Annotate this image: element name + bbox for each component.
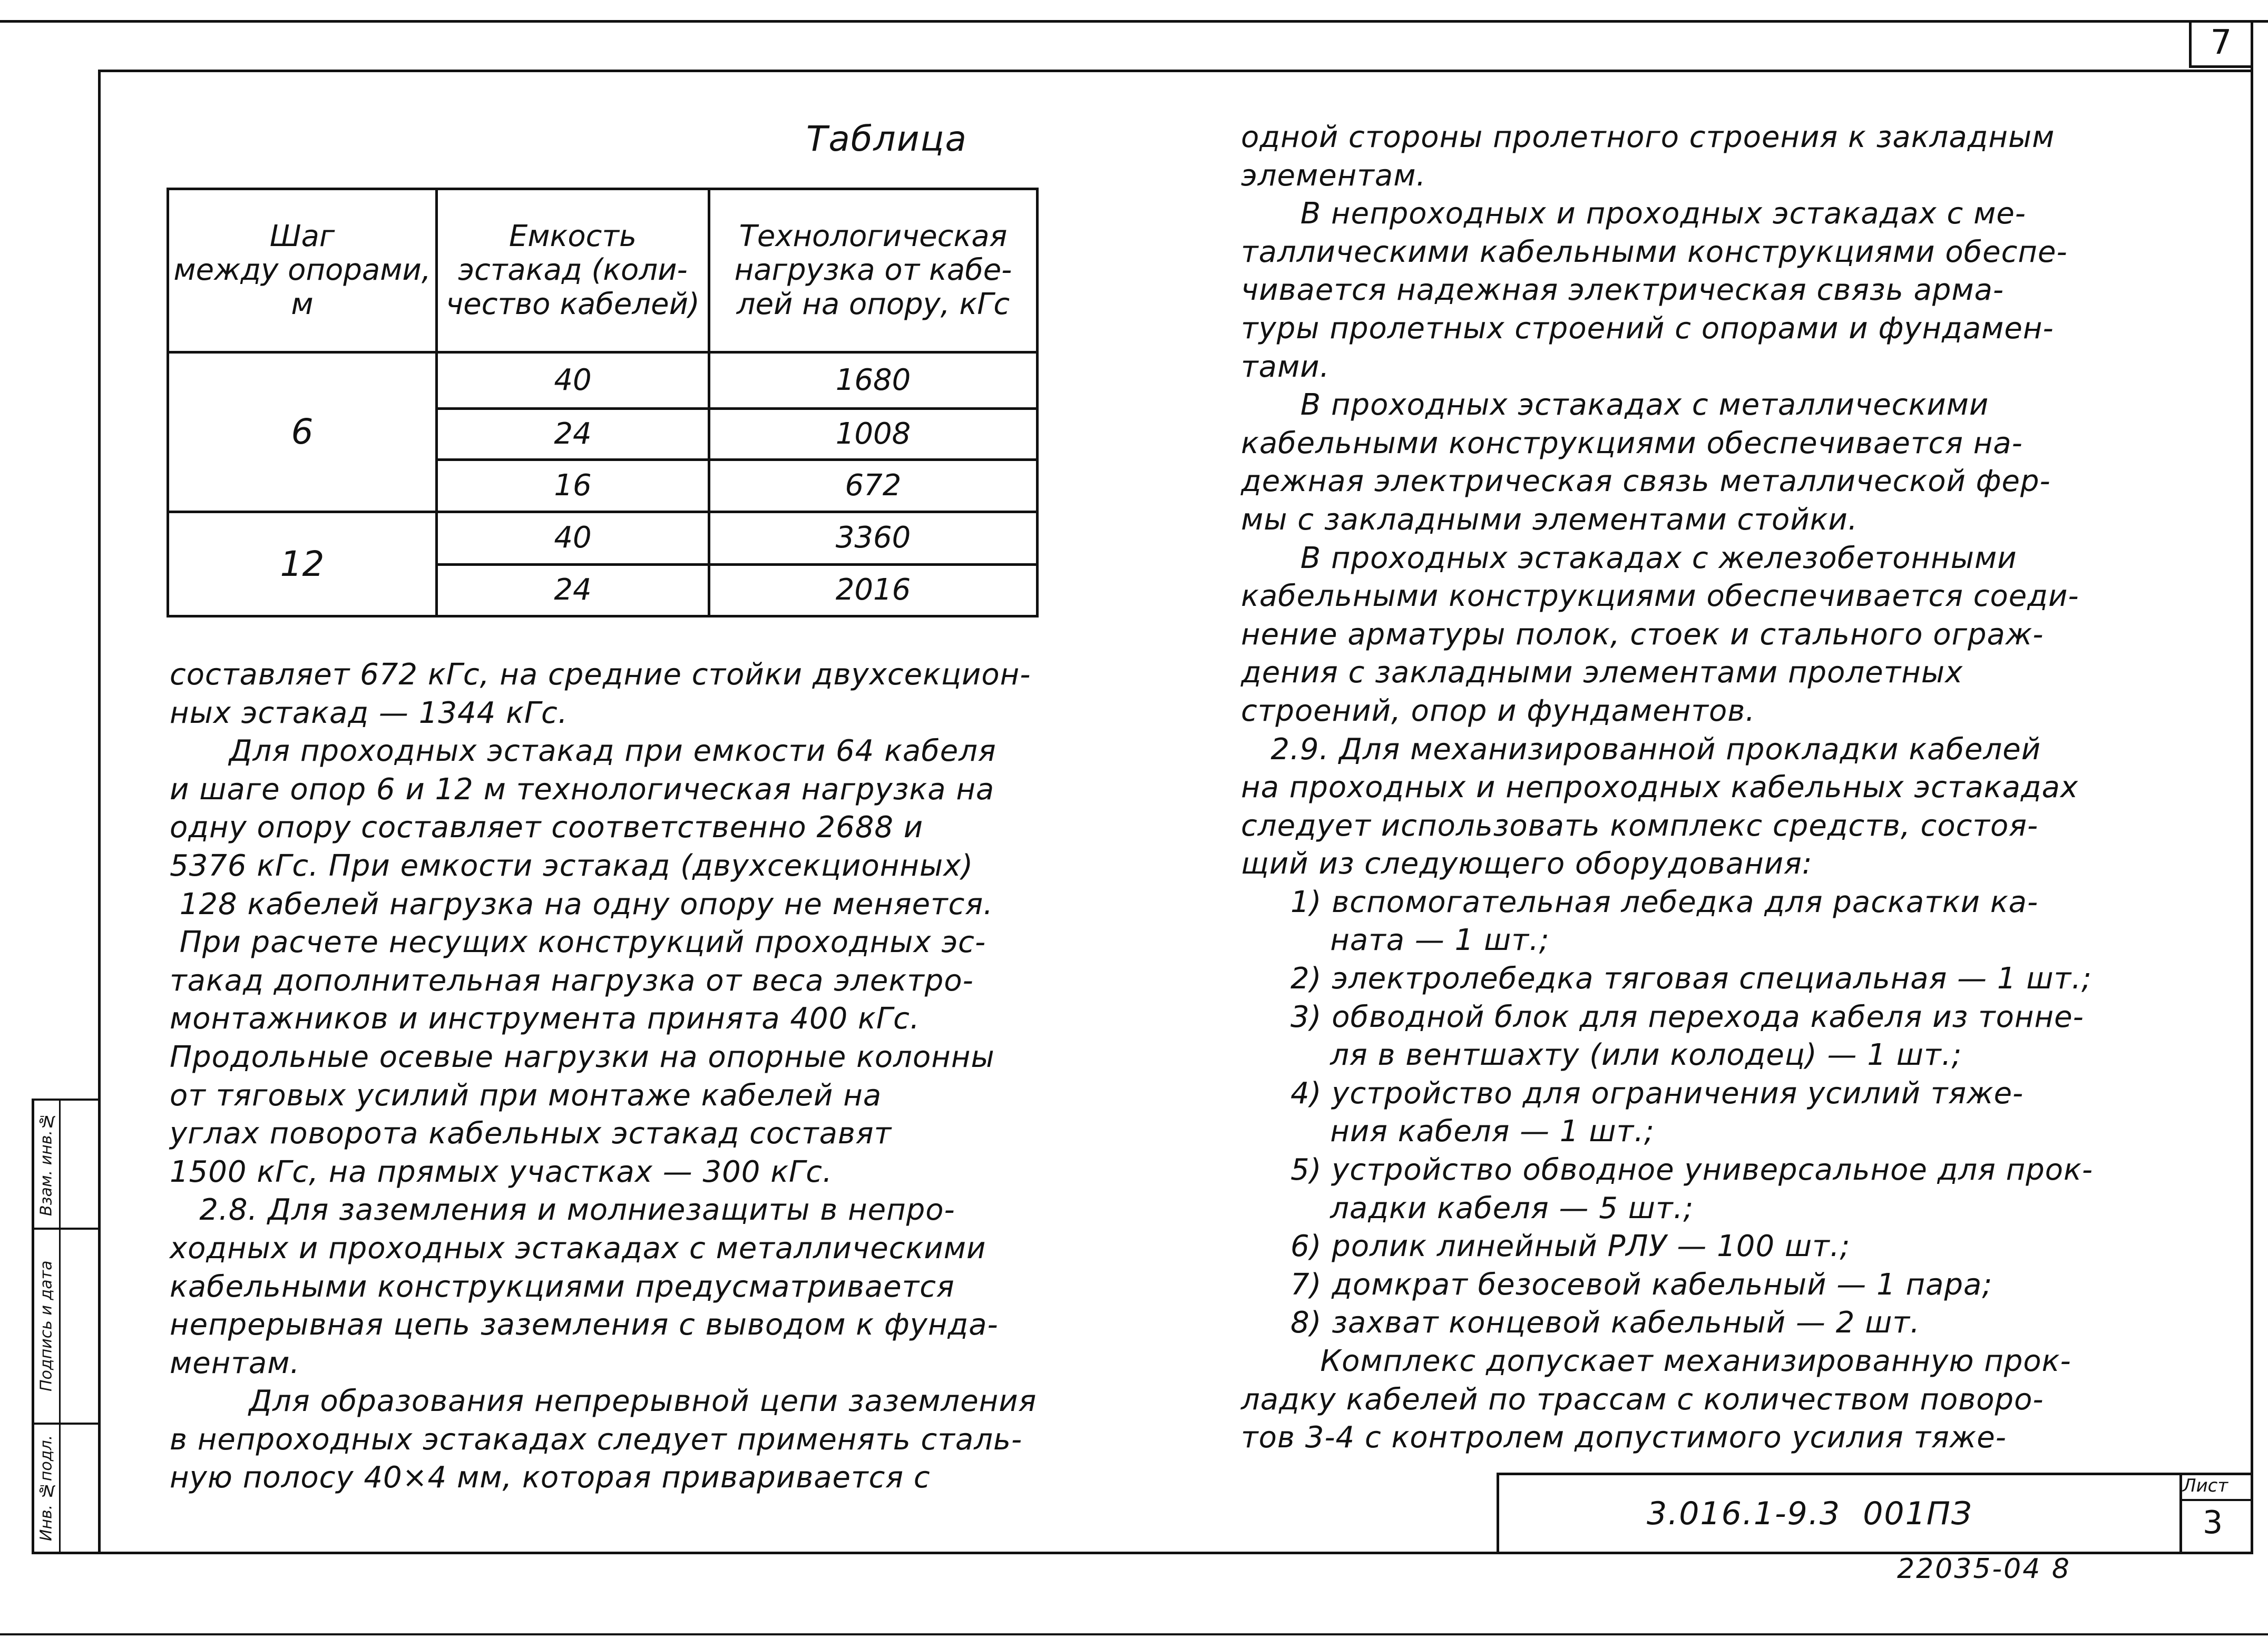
text-line: 1) вспомогательная лебедка для раскатки ка- bbox=[1241, 885, 2039, 919]
text-line: непрерывная цепь заземления с выводом к фунда- bbox=[170, 1308, 999, 1342]
text-line: ната — 1 шт.; bbox=[1241, 923, 1550, 958]
header-capacity bbox=[437, 189, 709, 352]
text-line: чивается надежная электрическая связь арма- bbox=[1241, 273, 2005, 308]
capacity-cell: 24 bbox=[437, 565, 709, 616]
text-line: таллическими кабельными конструкциями обеспе- bbox=[1241, 234, 2068, 269]
text-line: 7) домкрат безосевой кабельный — 1 пара; bbox=[1241, 1267, 1993, 1302]
text-line: составляет 672 кГс, на средние стойки двухсекцион- bbox=[170, 658, 1031, 692]
right-text-column bbox=[1241, 119, 2216, 1457]
text-line: 3) обводной блок для перехода кабеля из тонне- bbox=[1241, 999, 2084, 1034]
text-line: 1500 кГс, на прямых участках — 300 кГс. bbox=[170, 1154, 833, 1189]
text-line: ную полосу 40×4 мм, которая приваривается с bbox=[170, 1460, 931, 1495]
text-line: Для образования непрерывной цепи заземления bbox=[170, 1384, 1037, 1419]
text-line: дежная электрическая связь металлической фер- bbox=[1241, 464, 2051, 499]
header-load-line-2: нагрузка от кабе- bbox=[734, 253, 1012, 288]
text-line: ля в вентшахту (или колодец) — 1 шт.; bbox=[1241, 1038, 1962, 1073]
capacity-cell: 40 bbox=[437, 352, 709, 409]
load-cell: 1008 bbox=[709, 409, 1038, 460]
header-load-line-1: Технологическая bbox=[739, 219, 1008, 253]
text-line: от тяговых усилий при монтаже кабелей на bbox=[170, 1078, 882, 1113]
text-line: одну опору составляет соответственно 2688 и bbox=[170, 810, 924, 845]
text-line: Продольные осевые нагрузки на опорные колонны bbox=[170, 1040, 995, 1074]
text-line: на проходных и непроходных кабельных эстакадах bbox=[1241, 770, 2079, 805]
text-line: При расчете несущих конструкций проходных эс- bbox=[170, 925, 986, 960]
step-cell-12: 12 bbox=[168, 512, 437, 616]
table-title: Таблица bbox=[806, 119, 967, 159]
header-step bbox=[168, 189, 437, 352]
text-line: 6) ролик линейный РЛУ — 100 шт.; bbox=[1241, 1229, 1851, 1264]
text-line: 2.9. Для механизированной прокладки кабелей bbox=[1241, 732, 2041, 767]
text-line: ладку кабелей по трассам с количеством поворо- bbox=[1241, 1382, 2044, 1417]
archive-number: 22035-04 8 bbox=[1897, 1553, 2071, 1585]
text-line: кабельными конструкциями обеспечивается соеди- bbox=[1241, 579, 2079, 614]
text-line: кабельными конструкциями обеспечивается на- bbox=[1241, 426, 2023, 460]
text-line: туры пролетных строений с опорами и фундамен- bbox=[1241, 311, 2054, 346]
load-cell: 2016 bbox=[709, 565, 1038, 616]
header-capacity-line-3: чество кабелей) bbox=[446, 287, 700, 321]
text-line: В проходных эстакадах с железобетонными bbox=[1241, 541, 2017, 575]
text-line: кабельными конструкциями предусматривается bbox=[170, 1269, 955, 1304]
text-line: мы с закладными элементами стойки. bbox=[1241, 502, 1858, 537]
text-line: 2.8. Для заземления и молниезащиты в непро- bbox=[170, 1193, 955, 1228]
header-load-line-3: лей на опору, кГс bbox=[736, 287, 1010, 321]
text-line: 128 кабелей нагрузка на одну опору не меняется. bbox=[170, 887, 993, 921]
text-line: нение арматуры полок, стоек и стального ограж- bbox=[1241, 617, 2044, 652]
text-line: монтажников и инструмента принята 400 кГс. bbox=[170, 1002, 920, 1036]
header-capacity-line-1: Емкость bbox=[509, 219, 637, 253]
capacity-cell: 16 bbox=[437, 460, 709, 512]
side-stamp-sign-date: Подпись и дата bbox=[37, 1260, 56, 1392]
sheet-number: 3 bbox=[2203, 1504, 2223, 1541]
stamp-top-line bbox=[1497, 1473, 2253, 1475]
text-line: 5376 кГс. При емкости эстакад (двухсекционных) bbox=[170, 848, 974, 883]
corner-page-number bbox=[2189, 20, 2251, 68]
header-load bbox=[709, 189, 1038, 352]
text-line: Комплекс допускает механизированную прок- bbox=[1241, 1344, 2071, 1378]
text-line: В непроходных и проходных эстакадах с ме- bbox=[1241, 197, 2026, 231]
text-line: тов 3-4 с контролем допустимого усилия тяже- bbox=[1241, 1420, 2007, 1455]
header-step-line-3: м bbox=[291, 287, 314, 321]
left-text-column bbox=[170, 656, 1118, 1497]
text-line: следует использовать комплекс средств, состоя- bbox=[1241, 808, 2039, 843]
inner-frame-top bbox=[98, 70, 2253, 72]
side-stamp-replace-inv: Взам. инв.№ bbox=[37, 1112, 56, 1217]
text-line: ментам. bbox=[170, 1346, 300, 1380]
load-cell: 1680 bbox=[709, 352, 1038, 409]
frame-top-line bbox=[0, 20, 2268, 23]
text-line: Для проходных эстакад при емкости 64 кабеля bbox=[170, 734, 996, 769]
text-line: тами. bbox=[1241, 349, 1330, 384]
header-step-line-1: Шаг bbox=[269, 219, 335, 253]
header-step-line-2: между опорами, bbox=[173, 253, 431, 288]
text-line: строений, опор и фундаментов. bbox=[1241, 693, 1756, 728]
text-line: 2) электролебедка тяговая специальная — 1 шт.; bbox=[1241, 962, 2092, 996]
table-header-row bbox=[168, 189, 1038, 352]
load-cell: 672 bbox=[709, 460, 1038, 512]
side-stamp-inner-line bbox=[59, 1099, 61, 1553]
text-line: одной стороны пролетного строения к закладным bbox=[1241, 120, 2055, 154]
text-line: углах поворота кабельных эстакад составят bbox=[170, 1116, 892, 1151]
text-line: и шаге опор 6 и 12 м технологическая нагрузка на bbox=[170, 772, 995, 807]
text-line: ния кабеля — 1 шт.; bbox=[1241, 1114, 1655, 1149]
load-cell: 3360 bbox=[709, 512, 1038, 565]
stamp-sheet-divider bbox=[2179, 1473, 2182, 1553]
inner-frame-right bbox=[2251, 20, 2253, 1553]
text-line: ходных и проходных эстакадах с металлическими bbox=[170, 1231, 986, 1266]
document-code: 3.016.1-9.3 001ПЗ bbox=[1647, 1495, 1973, 1532]
sheet-label: Лист bbox=[2183, 1475, 2228, 1496]
text-line: дения с закладными элементами пролетных bbox=[1241, 655, 1963, 690]
inner-frame-left bbox=[98, 70, 101, 1553]
text-line: в непроходных эстакадах следует применять сталь- bbox=[170, 1422, 1023, 1457]
text-line: 8) захват концевой кабельный — 2 шт. bbox=[1241, 1306, 1920, 1340]
header-capacity-line-2: эстакад (коли- bbox=[458, 253, 688, 288]
step-cell-6: 6 bbox=[168, 352, 437, 512]
text-line: В проходных эстакадах с металлическими bbox=[1241, 388, 1989, 423]
text-line: элементам. bbox=[1241, 158, 1426, 193]
text-line: такад дополнительная нагрузка от веса электро- bbox=[170, 963, 974, 998]
text-line: щий из следующего оборудования: bbox=[1241, 847, 1813, 881]
capacity-load-table bbox=[167, 188, 1039, 617]
side-stamp-inv-orig: Инв. №подл. bbox=[37, 1435, 56, 1542]
frame-bottom-line bbox=[0, 1633, 2268, 1635]
table-row bbox=[168, 512, 1038, 565]
text-line: 5) устройство обводное универсальное для прок- bbox=[1241, 1153, 2094, 1188]
table-row bbox=[168, 352, 1038, 409]
stamp-left-line bbox=[1497, 1473, 1499, 1553]
corner-page-number-text: 7 bbox=[2210, 23, 2232, 62]
text-line: ных эстакад — 1344 кГс. bbox=[170, 695, 568, 730]
capacity-cell: 24 bbox=[437, 409, 709, 460]
stamp-sheet-label-line bbox=[2179, 1499, 2253, 1501]
capacity-cell: 40 bbox=[437, 512, 709, 565]
text-line: 4) устройство для ограничения усилий тяже- bbox=[1241, 1076, 2024, 1111]
text-line: ладки кабеля — 5 шт.; bbox=[1241, 1191, 1694, 1226]
